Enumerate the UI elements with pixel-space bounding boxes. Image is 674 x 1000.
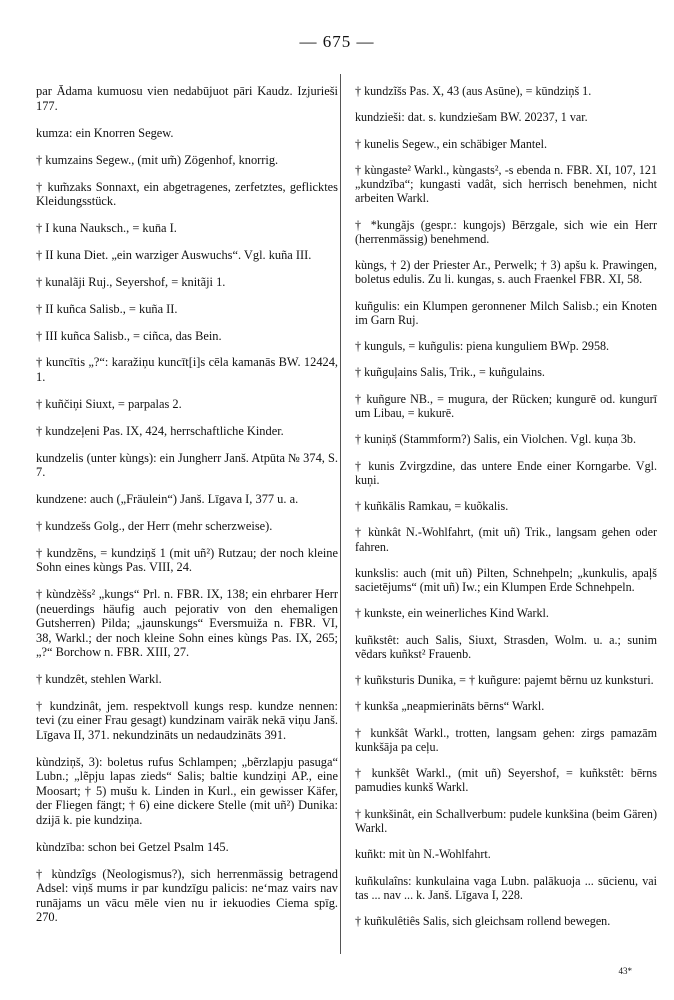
dictionary-entry: kuñkstêt: auch Salis, Siuxt, Strasden, Wolm. u. a.; sunim vẽdars kuñkst² Frauenb. — [355, 632, 657, 661]
dictionary-entry: kundzelis (unter kùngs): ein Jungherr Janš. Atpūta № 374, S. 7. — [36, 450, 338, 480]
dictionary-entry: † III kuñca Salisb., = ciñca, das Bein. — [36, 328, 222, 343]
right-column — [355, 72, 657, 931]
dictionary-entry: kuñkt: mit ùn N.-Wohlfahrt. — [355, 847, 491, 862]
dictionary-entry: † kùndzèšs² „kungs“ Prl. n. FBR. IX, 138; ein ehrbarer Herr (neuerdings häufig auch pejorativ von den ehemaligen Gutsherren) Pilda; „jaunskungs“ Eversmuiža n. FBR. VI, 38, Warkl.; der noch kleine Sohn eines kùngs Pas. IX, 265; „?“ Borchow n. FBR. XIII, 27. — [36, 587, 338, 660]
dictionary-entry: † kunis Zvirgzdine, das untere Ende einer Korngarbe. Vgl. kuņi. — [355, 458, 657, 487]
dictionary-entry: † kuñkulêtiês Salis, sich gleichsam rollend bewegen. — [355, 914, 611, 929]
dictionary-entry: † kuniņš (Stammform?) Salis, ein Violchen. Vgl. kuņa 3b. — [355, 432, 636, 447]
dictionary-entry: † kunalãji Ruj., Seyershof, = knitãji 1. — [36, 274, 226, 289]
dictionary-entry: kuñkulaîns: kunkulaina vaga Lubn. palākuoja ... sūcienu, vai tas ... nav ... k. Janš. Līgava I, 228. — [355, 873, 657, 902]
dictionary-entry: † kundzêt, stehlen Warkl. — [36, 672, 162, 687]
dictionary-entry: † kundzinât, jem. respektvoll kungs resp. kundze nennen: tevi (zu einer Frau gesagt) kundzinam vairāk nekā viņu Janš. Līgava II, 371. nekundzināts un nedaudzināts 391. — [36, 698, 338, 742]
dictionary-entry: † kunelis Segew., ein schäbiger Mantel. — [355, 136, 547, 151]
dictionary-entry: † kunkste, ein weinerliches Kind Warkl. — [355, 606, 549, 621]
dictionary-entry: † kundzeļeni Pas. IX, 424, herrschaftliche Kinder. — [36, 423, 284, 438]
dictionary-entry: kùndziņš, 3): boletus rufus Schlampen; „bẽrzlapju pasuga“ Lubn.; „lẽpju lapas zieds“ Salis; baltie kundziņi AP., eine Moosart; † 5) mušu k. Linden in Kurl., ein gewisser Käfer, der Fliegen fängt; † 6) eine dickere Stelle (mit uñ²) Dunika: dzijā k. pie kundziņa. — [36, 754, 338, 827]
dictionary-entry: † II kuna Diet. „ein warziger Auswuchs“. Vgl. kuña III. — [36, 247, 312, 262]
dictionary-entry: † kùngaste² Warkl., kùngasts², -s ebenda n. FBR. XI, 107, 121 „kundzība“; kungasti vadât, sich herrisch benehmen, nicht arbeiten Warkl. — [355, 162, 657, 206]
dictionary-entry: kunkslis: auch (mit uñ) Pilten, Schnehpeln; „kunkulis, apaļš sacietējums“ (mit uñ) Iw.; ein Klumpen Erde Schnehpeln. — [355, 565, 657, 595]
dictionary-entry: kundzene: auch („Fräulein“) Janš. Līgava I, 377 u. a. — [36, 491, 299, 506]
dictionary-entry: † kum̃zaks Sonnaxt, ein abgetragenes, zerfetztes, geflicktes Kleidungsstück. — [36, 179, 338, 209]
dictionary-entry: † kunkšêt Warkl., (mit uñ) Seyershof, = kuñkstêt: bērns pamudies kunkš Warkl. — [355, 766, 657, 795]
dictionary-entry: † kuncītis „?“: karažiņu kuncīt[i]s cēla kamanās BW. 12424, 1. — [36, 355, 338, 384]
dictionary-entry: † II kuñca Salisb., = kuña II. — [36, 301, 178, 316]
dictionary-entry: † kuñguļains Salis, Trik., = kuñgulains. — [355, 365, 545, 380]
dictionary-entry: † kùndzîgs (Neologismus?), sich herrenmässig betragend Adsel: viņš mums ir par kundzīgu palicis: ne‘maz vairs nav runājams un vācu mēle vien nu ir iekuodies Ciema spīg. 270. — [36, 866, 338, 925]
dictionary-entry: † kundzešs Golg., der Herr (mehr scherzweise). — [36, 518, 273, 533]
dictionary-entry: † kùnkât N.-Wohlfahrt, (mit uñ) Trik., langsam gehen oder fahren. — [355, 525, 657, 554]
dictionary-entry: † kuñksturis Dunika, = † kuñgure: pajemt bẽrnu uz kunksturi. — [355, 673, 654, 688]
dictionary-entry: † I kuna Nauksch., = kun̄a I. — [36, 220, 177, 235]
dictionary-entry: kumza: ein Knorren Segew. — [36, 125, 174, 140]
dictionary-entry: kuñgulis: ein Klumpen geronnener Milch Salisb.; ein Knoten im Garn Ruj. — [355, 298, 657, 327]
dictionary-entry: kundzieši: dat. s. kundziešam BW. 20237, 1 var. — [355, 110, 588, 125]
dictionary-entry: † kuñkālis Ramkau, = kuõkalis. — [355, 499, 509, 514]
dictionary-entry: † *kungãjs (gespr.: kungojs) Bērzgale, sich wie ein Herr (herrenmässig) benehmend. — [355, 217, 657, 246]
page-number: — 675 — — [299, 32, 375, 51]
dictionary-entry: kùndzība: schon bei Getzel Psalm 145. — [36, 839, 229, 854]
dictionary-entry: † kumzains Segew., (mit um̃) Zögenhof, knorrig. — [36, 152, 279, 167]
dictionary-entry: kùngs, † 2) der Priester Ar., Perwelk; † 3) apšu k. Prawingen, boletus edulis. Zu li. kungas, s. auch Fraenkel FBR. XI, 58. — [355, 258, 657, 287]
dictionary-entry: † kuñčiņi Siuxt, = parpalas 2. — [36, 396, 182, 411]
dictionary-entry: † kundzẽns, = kundziņš 1 (mit uñ²) Rutzau; der noch kleine Sohn eines kùngs Pas. VIII, 24. — [36, 545, 338, 575]
dictionary-entry: † kunguls, = kuñgulis: piena kunguliem BWp. 2958. — [355, 339, 610, 354]
dictionary-entry: † kundzĩšs Pas. X, 43 (aus Asūne), = kūndziņš 1. — [355, 84, 592, 99]
column-divider — [340, 74, 341, 954]
signature-mark: 43* — [618, 966, 632, 976]
left-column — [36, 72, 338, 928]
dictionary-entry: par Ādama kumuosu vien nedabūjuot pāri Kaudz. Izjurieši 177. — [36, 84, 338, 113]
dictionary-entry: † kunkšât Warkl., trotten, langsam gehen: zirgs pamazām kunkšāja pa ceļu. — [355, 725, 657, 754]
dictionary-entry: † kunkša „neapmierināts bērns“ Warkl. — [355, 699, 545, 714]
dictionary-entry: † kunkšinât, ein Schallverbum: pudele kunkšina (beim Gären) Warkl. — [355, 806, 657, 835]
dictionary-entry: † kuñgure NB., = mugura, der Rücken; kungurē od. kungurī um Libau, = kukurē. — [355, 391, 657, 420]
